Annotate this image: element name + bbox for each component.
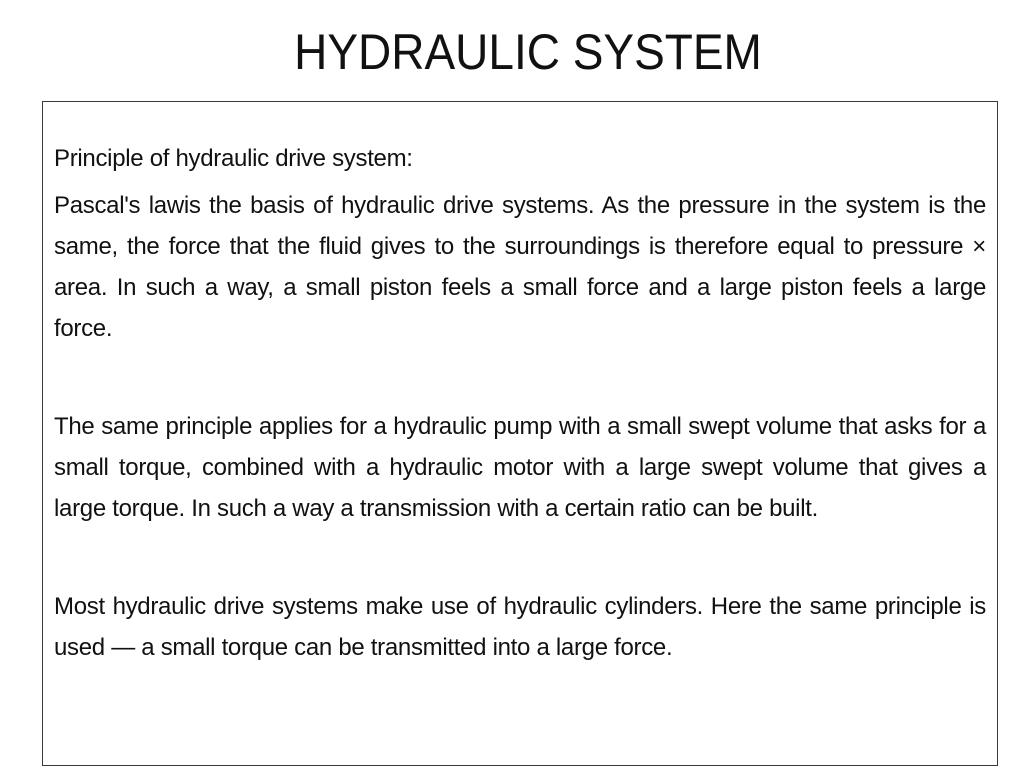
paragraph-cylinders: Most hydraulic drive systems make use of hydraulic cylinders. Here the same principle is used — a small torque can be transmitted into a large force. [54, 593, 986, 661]
content-box [42, 101, 998, 766]
intro-heading: Principle of hydraulic drive system: [54, 145, 413, 172]
paragraph-pump-motor: The same principle applies for a hydraulic pump with a small swept volume that asks for a small torque, combined with a hydraulic motor with a large swept volume that gives a large torque. In such a way a transmission with a certain ratio can be built. [54, 413, 986, 522]
paragraph-pascals-law: Pascal's lawis the basis of hydraulic drive systems. As the pressure in the system is the same, the force that the fluid gives to the surroundings is therefore equal to pressure × area. In such a way, a small piston feels a small force and a large piston feels a large force. [54, 192, 986, 342]
content-body [54, 138, 986, 668]
slide-title: HYDRAULIC SYSTEM [294, 24, 762, 80]
